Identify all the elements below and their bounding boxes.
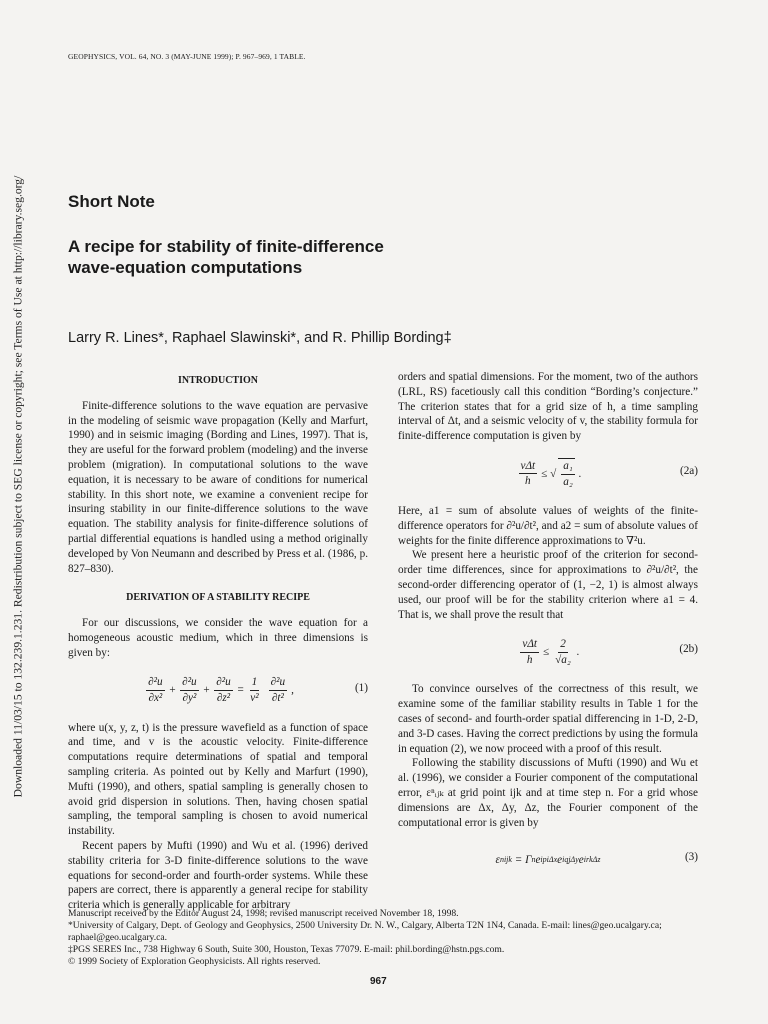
author-list: Larry R. Lines*, Raphael Slawinski*, and R. Phillip Bording‡ — [68, 330, 452, 346]
footnote-copyright: © 1999 Society of Exploration Geophysicists. All rights reserved. — [68, 956, 321, 967]
equation-3: ε n ijk = Γ n e ipiΔx e iqjΔy e irkΔz (3) — [495, 851, 698, 866]
footnote-affiliation-1: *University of Calgary, Dept. of Geology and Geophysics, 2500 University Dr. N. W., Calgary, Alberta T2N 1N4, Canada. E-mail: lines@geo.ucalgary.ca; raphael@geo.ucalgary.ca. — [68, 920, 662, 943]
running-head: GEOPHYSICS, VOL. 64, NO. 3 (MAY-JUNE 1999); P. 967–969, 1 TABLE. — [68, 52, 306, 61]
equation-2a: $\frac{\text{vΔt}}{h}$ ≤ √ $\frac{\text{a₁}}{\text{a₂}}$ . (2a) — [520, 459, 698, 488]
convince-paragraph: To convince ourselves of the correctness of this result, we examine some of the familiar stability results in Table 1 for the cases of second- and fourth-order spatial differencing in 1-D, 2-D, and 3-D cases. Having the correct predictions by using the formula in equation (2), we now proceed with a proof of this result. — [398, 683, 698, 755]
footnote-manuscript: Manuscript received by the Editor August 24, 1998; revised manuscript received November 18, 1998. — [68, 908, 459, 919]
section-label: Short Note — [68, 192, 155, 211]
here-paragraph: Here, a1 = sum of absolute values of weights of the finite-difference operators for ∂²u/∂t², and a2 = sum of absolute values of weights for the finite difference approximations to ∇²u. — [398, 504, 698, 547]
derivation-heading: DERIVATION OF A STABILITY RECIPE — [126, 592, 310, 604]
heuristic-paragraph: We present here a heuristic proof of the criterion for second-order time differences, since for approximations to ∂²u/∂t², the second-order differencing operator of (1, −2, 1) is almost always used, our proof will be for the stability criterion where a1 = 4. That is, we shall prove the result that — [398, 549, 698, 621]
equation-1: $\frac{\text{∂²u}}{\text{∂x²}}$ + $\frac{\text{∂²u}}{\text{∂y²}}$ + $\frac{\text{∂²u}}{\text{∂z²}}$ = $\frac{1}{\text{v²}}$ $\frac{\text{∂²u}}{\text{∂t²}}$ , (1) — [148, 676, 368, 705]
continuation-paragraph: orders and spatial dimensions. For the moment, two of the authors (LRL, RS) facetiously call this condition “Bording’s conjecture.” The criterion states that for a grid size of h, a time sampling interval of Δt, and a seismic velocity of v, the stability formula for finite-difference computation is given by — [398, 371, 698, 443]
introduction-heading: INTRODUCTION — [177, 375, 258, 386]
left-column — [68, 370, 368, 913]
right-column — [398, 370, 698, 890]
footnote-affiliation-2: ‡PGS SERES Inc., 738 Highway 6 South, Suite 300, Houston, Texas 77079. E-mail: phil.bording@hstn.pgs.com. — [68, 944, 505, 955]
footnotes — [68, 908, 700, 968]
after-eq1-paragraph: where u(x, y, z, t) is the pressure wavefield as a function of space and time, and v is the acoustic velocity. Finite-difference computations require determinations of spatial and temporal sampling criteria. As pointed out by Kelly and Marfurt (1990), Mufti (1990), and others, spatial sampling is generally chosen to avoid grid dispersion in solutions. Then, having chosen spatial sampling, the temporal sampling is chosen to avoid numerical instability. — [68, 721, 368, 838]
derivation-paragraph: For our discussions, we consider the wave equation for a homogeneous acoustic medium, which in three dimensions is given by: — [68, 617, 368, 659]
recent-papers-paragraph: Recent papers by Mufti (1990) and Wu et al. (1996) derived stability criteria for 3-D finite-difference solutions to the wave equations for second-order and fourth-order systems. While these papers are correct, there is apparently a general recipe for stability criteria which is generally applicable for arbitrary — [68, 839, 368, 912]
article-title: A recipe for stability of finite-difference wave-equation computations — [68, 237, 384, 277]
intro-paragraph: Finite-difference solutions to the wave equation are pervasive in the modeling of seismic wave propagation (Kelly and Marfurt, 1990) and in seismic imaging (Bording and Lines, 1997). That is, they are useful for the forward problem (modeling) and the inverse problem (migration). In computational solutions to the wave equation, it is necessary to be aware of conditions for numerical stability. In this short note, we examine a convenient recipe for insuring stability in our finite-difference solutions to the wave equation. The stability analysis for finite-difference solutions of partial differential equations is handled using a method originally developed by Von Neumann and described by Press et al. (1986, p. 827–830). — [68, 399, 368, 575]
following-paragraph: Following the stability discussions of Mufti (1990) and Wu et al. (1996), we consider a Fourier component of the computational error, εⁿᵢⱼₖ at grid point ijk and at time step n. For a grid whose dimensions are Δx, Δy, Δz, the Fourier component of the computational error is given by — [398, 757, 698, 829]
equation-2b: $\frac{\text{vΔt}}{h}$ ≤ $\frac{2}{\text{√a₂}}$ . (2b) — [522, 638, 698, 666]
download-notice-sidebar: Downloaded 11/03/15 to 132.239.1.231. Redistribution subject to SEG license or copyright; see Terms of Use at http://library.seg.org/ — [11, 175, 25, 798]
page-number: 967 — [370, 976, 387, 987]
